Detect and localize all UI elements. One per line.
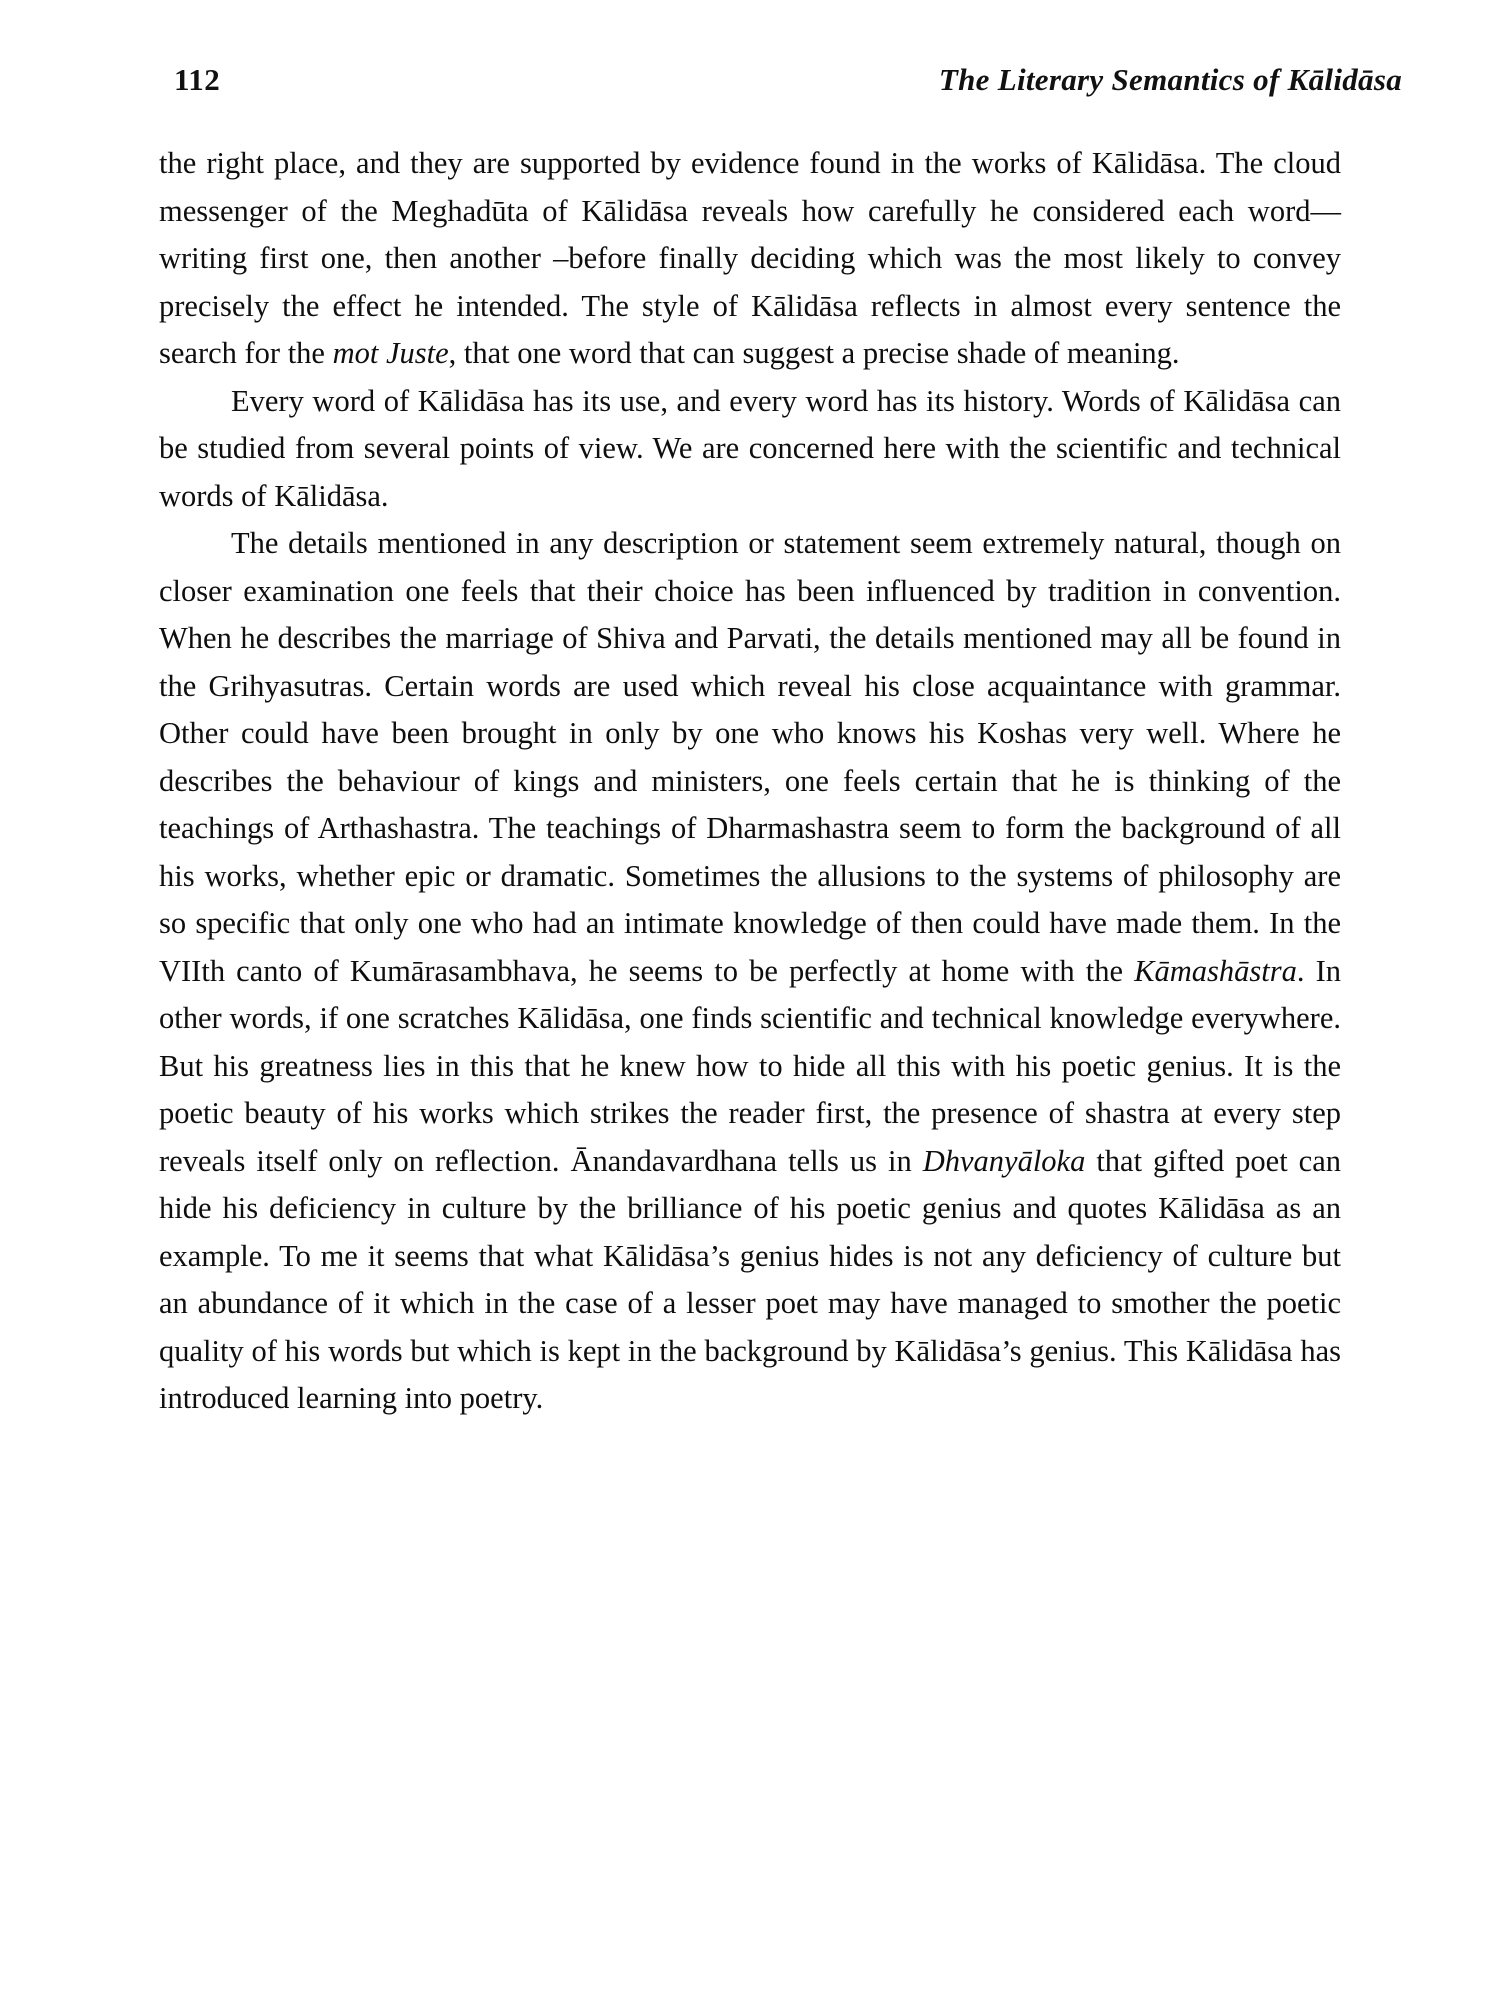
text-run: Every word of Kālidāsa has its use, and every word has its history. Words of Kālidāsa can be studied from several points of view. We are concerned here with the scientific and technical words of Kālidāsa.: [159, 383, 1341, 513]
running-head: The Literary Semantics of Kālidāsa: [938, 62, 1402, 97]
italic-term: mot Juste: [332, 336, 449, 370]
page-header: [54, 62, 1446, 98]
body-text: [159, 140, 1341, 1423]
text-run: the right place, and they are supported by evidence found in the works of Kālidāsa. The cloud messenger of the Meghadūta of Kālidāsa reveals how carefully he considered each word—writing first one, then another –before finally deciding which was the most likely to convey precisely the effect he intended. The style of Kālidāsa reflects in almost every sentence the search for the: [159, 146, 1341, 370]
italic-term: Kāmashāstra: [1134, 953, 1297, 988]
text-run: , that one word that can suggest a precise shade of meaning.: [448, 336, 1180, 370]
paragraph: [159, 378, 1341, 521]
paragraph: [159, 520, 1341, 1423]
text-run: . In other words, if one scratches Kālidāsa, one finds scientific and technical knowledge everywhere. But his greatness lies in this that he knew how to hide all this with his poetic genius. It is the poetic beauty of his works which strikes the reader first, the presence of shastra at every step reveals itself only on reflection. Ānandavardhana tells us in: [159, 953, 1341, 1178]
text-run: that gifted poet can hide his deficiency in culture by the brilliance of his poetic genius and quotes Kālidāsa as an example. To me it seems that what Kālidāsa’s genius hides is not any deficiency of culture but an abundance of it which in the case of a lesser poet may have managed to smother the poetic quality of his words but which is kept in the background by Kālidāsa’s genius. This Kālidāsa has introduced learning into poetry.: [159, 1143, 1341, 1415]
page-number: 112: [174, 62, 221, 97]
paragraph: [159, 140, 1341, 378]
italic-term: Dhvanyāloka: [922, 1143, 1086, 1178]
text-run: The details mentioned in any description or statement seem extremely natural, though on closer examination one feels that their choice has been influenced by tradition in convention. When he describes the marriage of Shiva and Parvati, the details mentioned may all be found in the Grihyasutras. Certain words are used which reveal his close acquaintance with grammar. Other could have been brought in only by one who knows his Koshas very well. Where he describes the behaviour of kings and ministers, one feels certain that he is thinking of the teachings of Arthashastra. The teachings of Dharmashastra seem to form the background of all his works, whether epic or dramatic. Sometimes the allusions to the systems of philosophy are so specific that only one who had an intimate knowledge of then could have made them. In the VIIth canto of Kumārasambhava, he seems to be perfectly at home with the: [159, 526, 1341, 988]
